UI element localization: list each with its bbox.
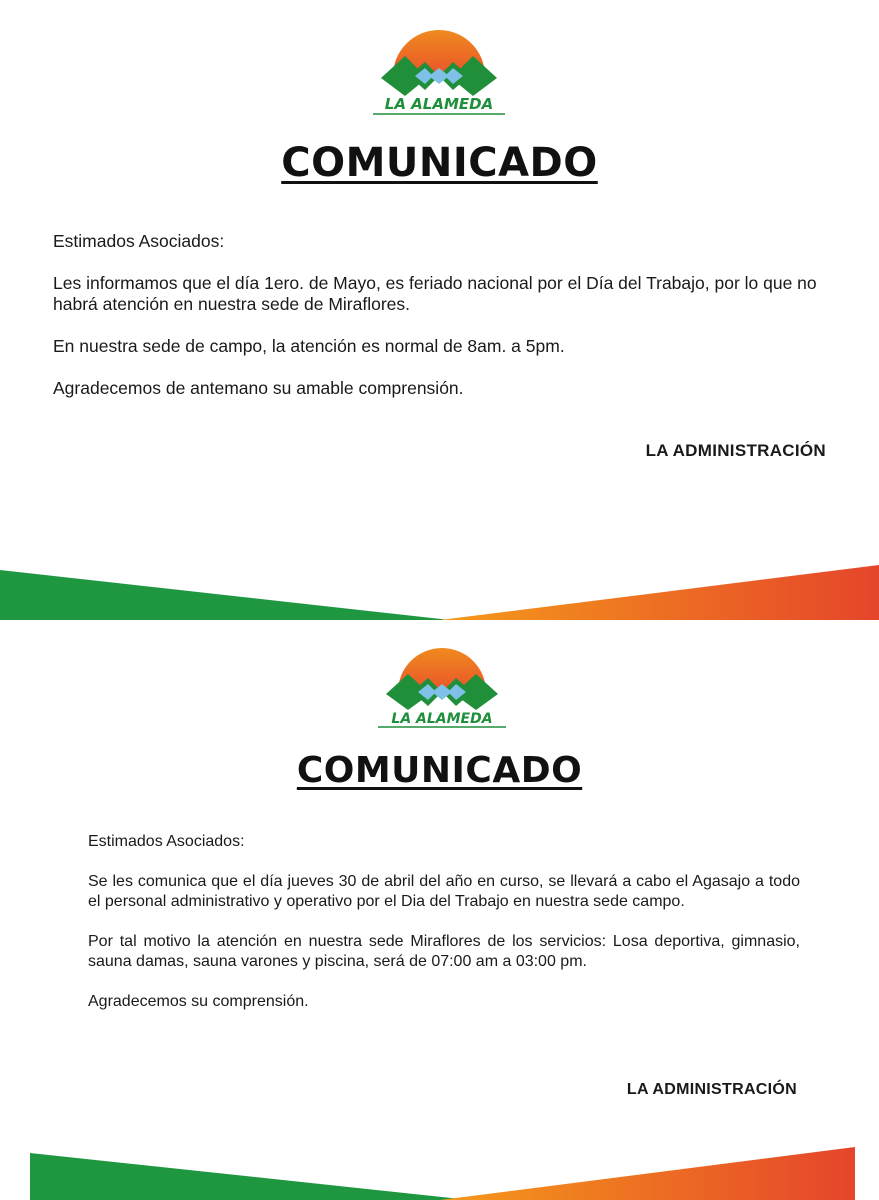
paragraph: Agradecemos su comprensión. — [88, 993, 309, 1010]
brand-wordmark: LA ALAMEDA — [391, 711, 493, 727]
notice-body — [53, 231, 833, 399]
decorative-band — [0, 1145, 879, 1200]
paragraph: Se les comunica que el día jueves 30 de abril del año en curso, se llevará a cabo el Agasajo a todo el personal administrativo y operativo por el Dia del Trabajo en nuestra sede campo. — [88, 873, 800, 910]
decorative-band — [0, 565, 879, 620]
logo-sun-mountains-icon — [369, 18, 509, 118]
greeting: Estimados Asociados: — [88, 833, 245, 850]
notice-body — [88, 832, 800, 1012]
signature: LA ADMINISTRACIÓN — [645, 441, 826, 460]
brand-wordmark: LA ALAMEDA — [384, 95, 494, 113]
page-title: COMUNICADO — [296, 750, 583, 791]
paragraph: Les informamos que el día 1ero. de Mayo, es feriado nacional por el Día del Trabajo, por lo que no habrá atención en nuestra sede de Miraflores. — [53, 273, 817, 314]
paragraph: Agradecemos de antemano su amable comprensión. — [53, 378, 464, 398]
brand-logo — [372, 634, 512, 734]
brand-logo — [369, 18, 509, 118]
paragraph: En nuestra sede de campo, la atención es normal de 8am. a 5pm. — [53, 336, 565, 356]
notice-2 — [0, 620, 879, 1200]
signature: LA ADMINISTRACIÓN — [626, 1081, 797, 1098]
page-title: COMUNICADO — [281, 140, 598, 186]
greeting: Estimados Asociados: — [53, 231, 225, 251]
logo-sun-mountains-icon — [372, 634, 512, 734]
paragraph: Por tal motivo la atención en nuestra sede Miraflores de los servicios: Losa deportiva, gimnasio, sauna damas, sauna varones y piscina, será de 07:00 am a 03:00 pm. — [88, 933, 800, 970]
